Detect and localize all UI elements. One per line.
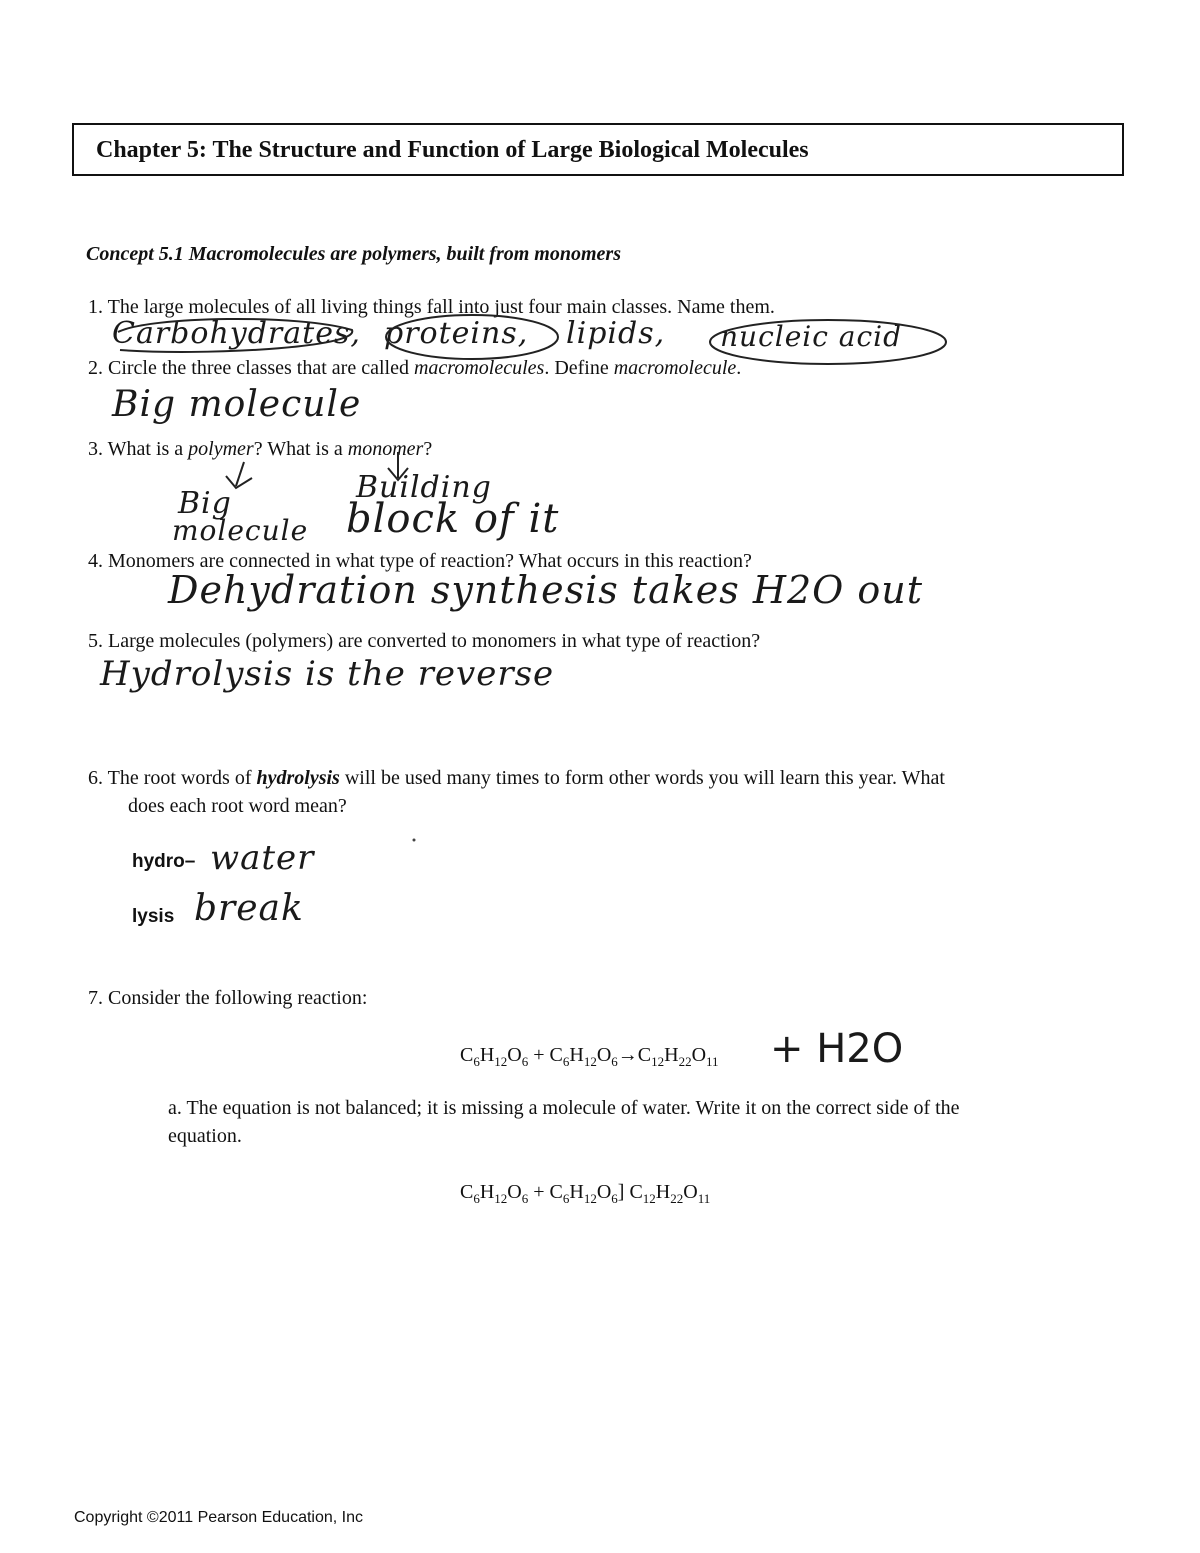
question-2-term-macromolecule: macromolecule	[613, 357, 737, 379]
equation-2: $C_6H_{12}O_6 + C_6H_{12}O_6$] $C_{12}H_{22}O_{11}$	[460, 1181, 711, 1206]
circle-carbohydrates-mark	[118, 319, 352, 352]
answer-1-proteins: proteins,	[384, 316, 529, 351]
page-title: Chapter 5: The Structure and Function of Large Biological Molecules	[96, 137, 809, 163]
question-6-continued: does each root word mean?	[128, 795, 347, 817]
arrow-polymer-mark	[226, 462, 252, 488]
circle-proteins-mark	[386, 315, 558, 359]
circle-nucleic-acid-mark	[710, 320, 946, 364]
question-6-text-b: will be used many times to form other words you will learn this year. What	[339, 767, 945, 789]
answer-7-water: + H2O	[770, 1026, 904, 1072]
answer-5: Hydrolysis is the reverse	[100, 654, 555, 694]
question-3-text-a: 3. What is a	[88, 438, 189, 460]
question-2-text-b: . Define	[544, 357, 614, 379]
answer-1-lipids: lipids,	[566, 316, 666, 351]
answer-1-carbohydrates: Carbohydrates,	[112, 316, 361, 351]
question-3-term-polymer: polymer	[188, 438, 254, 460]
question-7a-continued: equation.	[168, 1125, 242, 1147]
equation-1-arrow: →	[617, 1044, 638, 1066]
question-2-text-c: .	[736, 357, 742, 379]
answer-6-hydro: water	[210, 838, 315, 878]
answer-4: Dehydration synthesis takes H2O out	[168, 568, 923, 612]
answer-6-lysis: break	[194, 888, 304, 929]
answer-3-monomer-line-1: Building	[356, 470, 492, 505]
answer-3-polymer-line-2: molecule	[172, 514, 309, 547]
question-2-text-a: 2. Circle the three classes that are called	[88, 357, 414, 379]
question-3-text-c: ?	[423, 438, 433, 460]
answer-1-nucleic-acid: nucleic acid	[720, 320, 903, 353]
equation-2-arrow: ]	[617, 1181, 625, 1203]
question-6-text-a: 6. The root words of	[88, 767, 257, 789]
arrow-monomer-mark	[388, 452, 408, 480]
question-2-term-macromolecules: macromolecules	[413, 357, 545, 379]
stray-dot-mark	[413, 839, 416, 842]
question-3-term-monomer: monomer	[347, 438, 424, 460]
question-4: 4. Monomers are connected in what type of reaction? What occurs in this reaction?	[88, 550, 752, 572]
concept-heading: Concept 5.1 Macromolecules are polymers, built from monomers	[86, 243, 621, 265]
question-1: 1. The large molecules of all living things fall into just four main classes. Name them.	[88, 296, 775, 318]
question-5: 5. Large molecules (polymers) are converted to monomers in what type of reaction?	[88, 630, 761, 652]
root-hydro-label: hydro–	[132, 851, 196, 872]
answer-2: Big molecule	[112, 384, 362, 425]
question-3-text-b: ? What is a	[253, 438, 348, 460]
question-7: 7. Consider the following reaction:	[88, 987, 368, 1009]
question-7a: a. The equation is not balanced; it is missing a molecule of water. Write it on the correct side of the	[168, 1097, 960, 1119]
equation-1: $C_6H_{12}O_6 + C_6H_{12}O_6\to C_{12}H_{22}O_{11}$	[460, 1044, 719, 1069]
answer-3-polymer-line-1: Big	[178, 486, 232, 521]
answer-3-monomer-line-2: block of it	[346, 496, 560, 542]
copyright-footer: Copyright ©2011 Pearson Education, Inc	[74, 1509, 363, 1526]
root-lysis-label: lysis	[132, 906, 175, 927]
question-6-term-hydrolysis: hydrolysis	[256, 767, 340, 789]
